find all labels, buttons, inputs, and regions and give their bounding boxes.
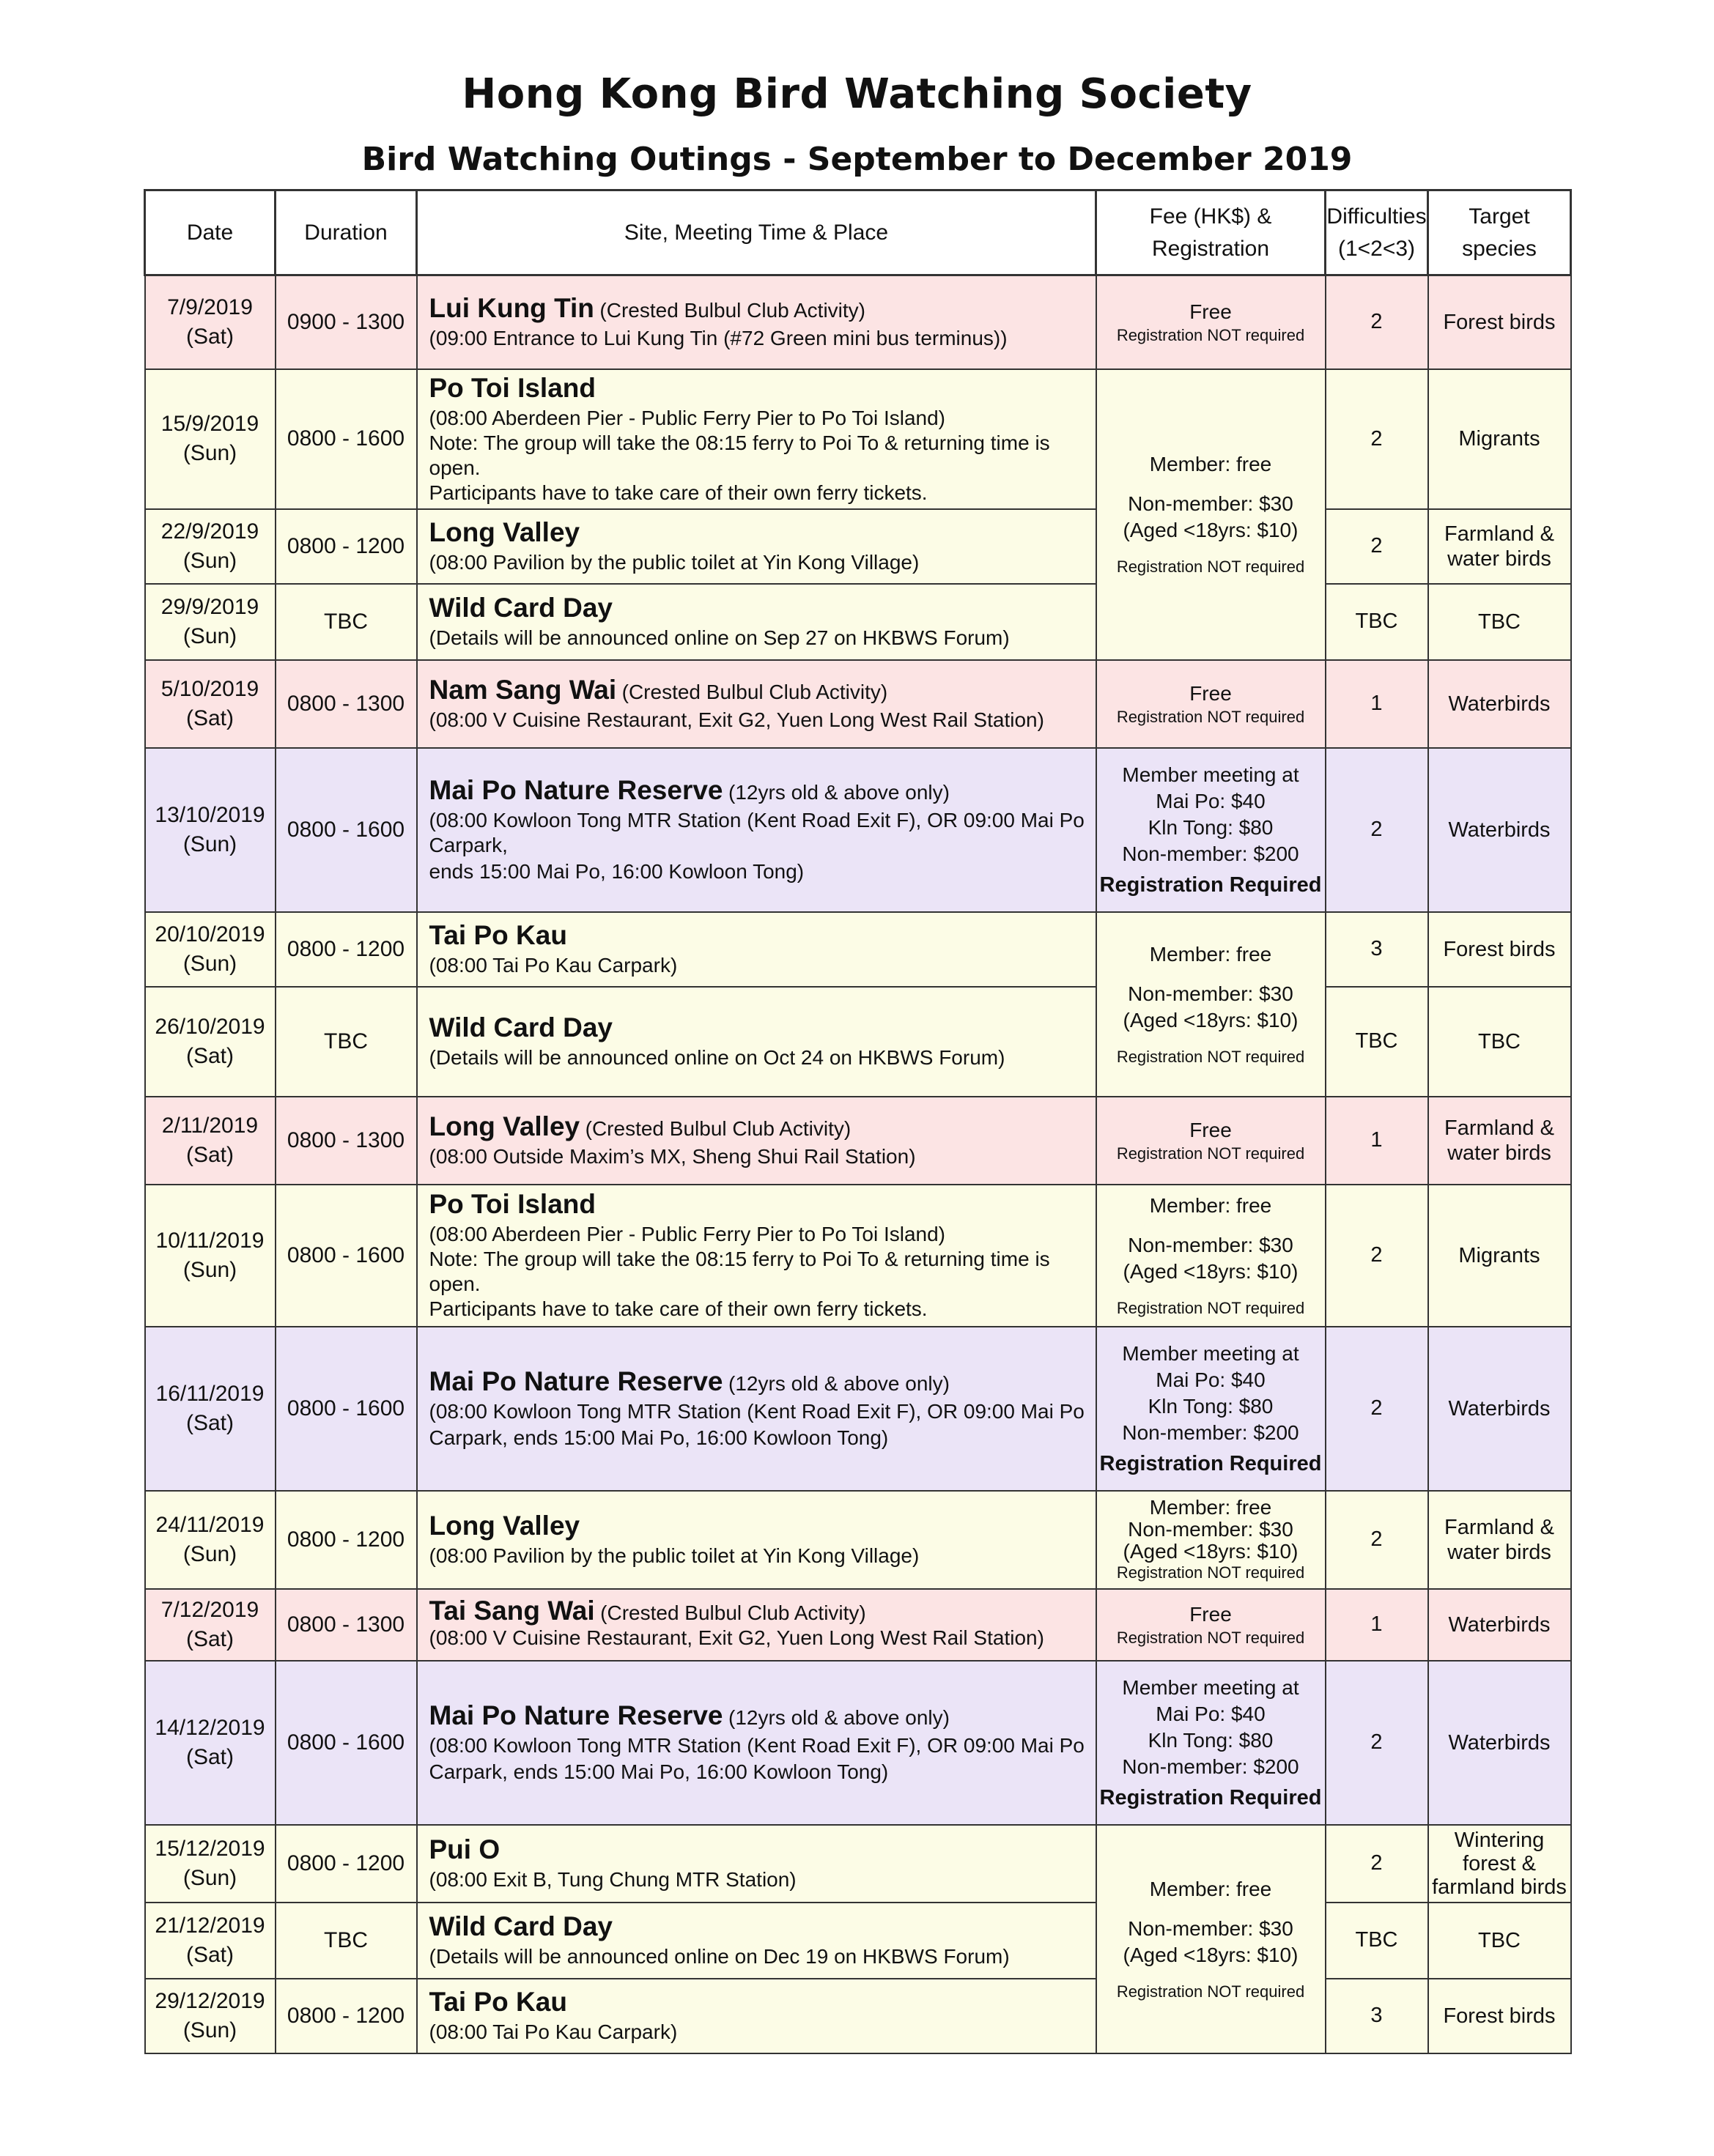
difficulty-cell: 2 bbox=[1326, 1491, 1428, 1589]
table-row bbox=[145, 369, 1571, 509]
duration-cell: 0800 - 1200 bbox=[276, 1979, 417, 2053]
fee-cell: Free Registration NOT required bbox=[1096, 1589, 1326, 1661]
fee-cell: Free Registration NOT required bbox=[1096, 1097, 1326, 1185]
fee-cell: Member: free Non-member: $30 (Aged <18yrs: $10) Registration NOT required bbox=[1096, 1185, 1326, 1327]
difficulty-cell: 2 bbox=[1326, 369, 1428, 509]
difficulty-cell: 1 bbox=[1326, 660, 1428, 748]
page-subtitle: Bird Watching Outings - September to December 2019 bbox=[361, 141, 1353, 178]
table-row bbox=[145, 509, 1571, 584]
difficulty-cell: TBC bbox=[1326, 987, 1428, 1097]
fee-cell: Member: free Non-member: $30 (Aged <18yrs: $10) Registration NOT required bbox=[1096, 369, 1326, 660]
fee-cell: Member meeting at Mai Po: $40 Kln Tong: $80 Non-member: $200 Registration Required bbox=[1096, 1327, 1326, 1491]
site-cell: Long Valley (08:00 Pavilion by the public toilet at Yin Kong Village) bbox=[417, 1491, 1096, 1589]
target-cell: TBC bbox=[1428, 1903, 1571, 1979]
site-cell: Tai Po Kau (08:00 Tai Po Kau Carpark) bbox=[417, 912, 1096, 987]
table-row bbox=[145, 912, 1571, 987]
site-cell: Wild Card Day (Details will be announced online on Sep 27 on HKBWS Forum) bbox=[417, 584, 1096, 660]
date-cell: 14/12/2019 (Sat) bbox=[145, 1661, 276, 1825]
date-cell: 16/11/2019 (Sat) bbox=[145, 1327, 276, 1491]
fee-cell: Member: free Non-member: $30 (Aged <18yrs: $10) Registration NOT required bbox=[1096, 1491, 1326, 1589]
site-cell: Po Toi Island (08:00 Aberdeen Pier - Public Ferry Pier to Po Toi Island) Note: The group will take the 08:15 ferry to Poi To & returning time is open. Participants have to take care of their own ferry tickets. bbox=[417, 369, 1096, 509]
site-cell: Po Toi Island (08:00 Aberdeen Pier - Public Ferry Pier to Po Toi Island) Note: The group will take the 08:15 ferry to Poi To & returning time is open. Participants have to take care of their own ferry tickets. bbox=[417, 1185, 1096, 1327]
site-cell: Long Valley (Crested Bulbul Club Activity) (08:00 Outside Maxim’s MX, Sheng Shui Rail Station) bbox=[417, 1097, 1096, 1185]
duration-cell: TBC bbox=[276, 987, 417, 1097]
difficulty-cell: 2 bbox=[1326, 1661, 1428, 1825]
fee-cell: Member: free Non-member: $30 (Aged <18yrs: $10) Registration NOT required bbox=[1096, 912, 1326, 1097]
duration-cell: 0800 - 1600 bbox=[276, 1185, 417, 1327]
header-fee: Fee (HK$) & Registration bbox=[1096, 190, 1326, 275]
difficulty-cell: 2 bbox=[1326, 275, 1428, 369]
difficulty-cell: TBC bbox=[1326, 1903, 1428, 1979]
table-header-row bbox=[145, 190, 1571, 275]
target-cell: Migrants bbox=[1428, 1185, 1571, 1327]
target-cell: Waterbirds bbox=[1428, 1589, 1571, 1661]
target-cell: Forest birds bbox=[1428, 275, 1571, 369]
table-row bbox=[145, 748, 1571, 912]
difficulty-cell: 2 bbox=[1326, 748, 1428, 912]
outings-table bbox=[144, 189, 1572, 2054]
date-cell: 2/11/2019 (Sat) bbox=[145, 1097, 276, 1185]
difficulty-cell: 1 bbox=[1326, 1589, 1428, 1661]
table-row bbox=[145, 660, 1571, 748]
target-cell: Farmland & water birds bbox=[1428, 1097, 1571, 1185]
duration-cell: 0800 - 1200 bbox=[276, 509, 417, 584]
fee-cell: Member: free Non-member: $30 (Aged <18yrs: $10) Registration NOT required bbox=[1096, 1825, 1326, 2053]
site-cell: Nam Sang Wai (Crested Bulbul Club Activity) (08:00 V Cuisine Restaurant, Exit G2, Yuen Long West Rail Station) bbox=[417, 660, 1096, 748]
table-row bbox=[145, 1185, 1571, 1327]
table-row bbox=[145, 1903, 1571, 1979]
table-row bbox=[145, 987, 1571, 1097]
site-cell: Wild Card Day (Details will be announced online on Oct 24 on HKBWS Forum) bbox=[417, 987, 1096, 1097]
target-cell: Forest birds bbox=[1428, 912, 1571, 987]
table-row bbox=[145, 584, 1571, 660]
target-cell: TBC bbox=[1428, 584, 1571, 660]
table-row bbox=[145, 1327, 1571, 1491]
site-cell: Tai Po Kau (08:00 Tai Po Kau Carpark) bbox=[417, 1979, 1096, 2053]
date-cell: 22/9/2019 (Sun) bbox=[145, 509, 276, 584]
date-cell: 5/10/2019 (Sat) bbox=[145, 660, 276, 748]
difficulty-cell: 2 bbox=[1326, 509, 1428, 584]
target-cell: Forest birds bbox=[1428, 1979, 1571, 2053]
duration-cell: 0800 - 1600 bbox=[276, 1661, 417, 1825]
table-row bbox=[145, 275, 1571, 369]
duration-cell: 0800 - 1600 bbox=[276, 369, 417, 509]
table-row bbox=[145, 1825, 1571, 1903]
duration-cell: 0800 - 1300 bbox=[276, 1589, 417, 1661]
header-target: Target species bbox=[1428, 190, 1571, 275]
fee-cell: Member meeting at Mai Po: $40 Kln Tong: $80 Non-member: $200 Registration Required bbox=[1096, 1661, 1326, 1825]
site-cell: Long Valley (08:00 Pavilion by the public toilet at Yin Kong Village) bbox=[417, 509, 1096, 584]
difficulty-cell: 2 bbox=[1326, 1185, 1428, 1327]
target-cell: Migrants bbox=[1428, 369, 1571, 509]
difficulty-cell: 2 bbox=[1326, 1825, 1428, 1903]
site-cell: Wild Card Day (Details will be announced online on Dec 19 on HKBWS Forum) bbox=[417, 1903, 1096, 1979]
duration-cell: 0800 - 1200 bbox=[276, 1491, 417, 1589]
table-row bbox=[145, 1589, 1571, 1661]
target-cell: Waterbirds bbox=[1428, 660, 1571, 748]
date-cell: 10/11/2019 (Sun) bbox=[145, 1185, 276, 1327]
duration-cell: 0800 - 1600 bbox=[276, 748, 417, 912]
date-cell: 21/12/2019 (Sat) bbox=[145, 1903, 276, 1979]
duration-cell: 0800 - 1300 bbox=[276, 1097, 417, 1185]
site-cell: Mai Po Nature Reserve (12yrs old & above only) (08:00 Kowloon Tong MTR Station (Kent Road Exit F), OR 09:00 Mai Po Carpark, ends 15:00 Mai Po, 16:00 Kowloon Tong) bbox=[417, 748, 1096, 912]
site-cell: Mai Po Nature Reserve (12yrs old & above only) (08:00 Kowloon Tong MTR Station (Kent Road Exit F), OR 09:00 Mai Po Carpark, ends 15:00 Mai Po, 16:00 Kowloon Tong) bbox=[417, 1327, 1096, 1491]
difficulty-cell: 1 bbox=[1326, 1097, 1428, 1185]
header-site: Site, Meeting Time & Place bbox=[417, 190, 1096, 275]
duration-cell: 0800 - 1200 bbox=[276, 912, 417, 987]
target-cell: Wintering forest & farmland birds bbox=[1428, 1825, 1571, 1903]
target-cell: Waterbirds bbox=[1428, 748, 1571, 912]
target-cell: Farmland & water birds bbox=[1428, 1491, 1571, 1589]
date-cell: 29/12/2019 (Sun) bbox=[145, 1979, 276, 2053]
page-title: Hong Kong Bird Watching Society bbox=[462, 70, 1252, 118]
difficulty-cell: 3 bbox=[1326, 1979, 1428, 2053]
site-cell: Tai Sang Wai (Crested Bulbul Club Activity) (08:00 V Cuisine Restaurant, Exit G2, Yuen Long West Rail Station) bbox=[417, 1589, 1096, 1661]
duration-cell: 0800 - 1600 bbox=[276, 1327, 417, 1491]
date-cell: 24/11/2019 (Sun) bbox=[145, 1491, 276, 1589]
header-date: Date bbox=[145, 190, 276, 275]
date-cell: 7/9/2019 (Sat) bbox=[145, 275, 276, 369]
fee-cell: Free Registration NOT required bbox=[1096, 275, 1326, 369]
header-difficulty: Difficulties (1<2<3) bbox=[1326, 190, 1428, 275]
duration-cell: 0800 - 1200 bbox=[276, 1825, 417, 1903]
target-cell: Farmland & water birds bbox=[1428, 509, 1571, 584]
difficulty-cell: 3 bbox=[1326, 912, 1428, 987]
table-row bbox=[145, 1491, 1571, 1589]
fee-cell: Free Registration NOT required bbox=[1096, 660, 1326, 748]
date-cell: 26/10/2019 (Sat) bbox=[145, 987, 276, 1097]
duration-cell: 0800 - 1300 bbox=[276, 660, 417, 748]
table-row bbox=[145, 1097, 1571, 1185]
duration-cell: TBC bbox=[276, 1903, 417, 1979]
date-cell: 15/9/2019 (Sun) bbox=[145, 369, 276, 509]
target-cell: Waterbirds bbox=[1428, 1661, 1571, 1825]
site-cell: Mai Po Nature Reserve (12yrs old & above only) (08:00 Kowloon Tong MTR Station (Kent Road Exit F), OR 09:00 Mai Po Carpark, ends 15:00 Mai Po, 16:00 Kowloon Tong) bbox=[417, 1661, 1096, 1825]
date-cell: 7/12/2019 (Sat) bbox=[145, 1589, 276, 1661]
date-cell: 20/10/2019 (Sun) bbox=[145, 912, 276, 987]
duration-cell: 0900 - 1300 bbox=[276, 275, 417, 369]
date-cell: 29/9/2019 (Sun) bbox=[145, 584, 276, 660]
table-row bbox=[145, 1661, 1571, 1825]
duration-cell: TBC bbox=[276, 584, 417, 660]
date-cell: 13/10/2019 (Sun) bbox=[145, 748, 276, 912]
table-row bbox=[145, 1979, 1571, 2053]
header-duration: Duration bbox=[276, 190, 417, 275]
site-cell: Lui Kung Tin (Crested Bulbul Club Activity) (09:00 Entrance to Lui Kung Tin (#72 Green mini bus terminus)) bbox=[417, 275, 1096, 369]
difficulty-cell: 2 bbox=[1326, 1327, 1428, 1491]
target-cell: TBC bbox=[1428, 987, 1571, 1097]
date-cell: 15/12/2019 (Sun) bbox=[145, 1825, 276, 1903]
target-cell: Waterbirds bbox=[1428, 1327, 1571, 1491]
site-cell: Pui O (08:00 Exit B, Tung Chung MTR Station) bbox=[417, 1825, 1096, 1903]
fee-cell: Member meeting at Mai Po: $40 Kln Tong: $80 Non-member: $200 Registration Required bbox=[1096, 748, 1326, 912]
difficulty-cell: TBC bbox=[1326, 584, 1428, 660]
